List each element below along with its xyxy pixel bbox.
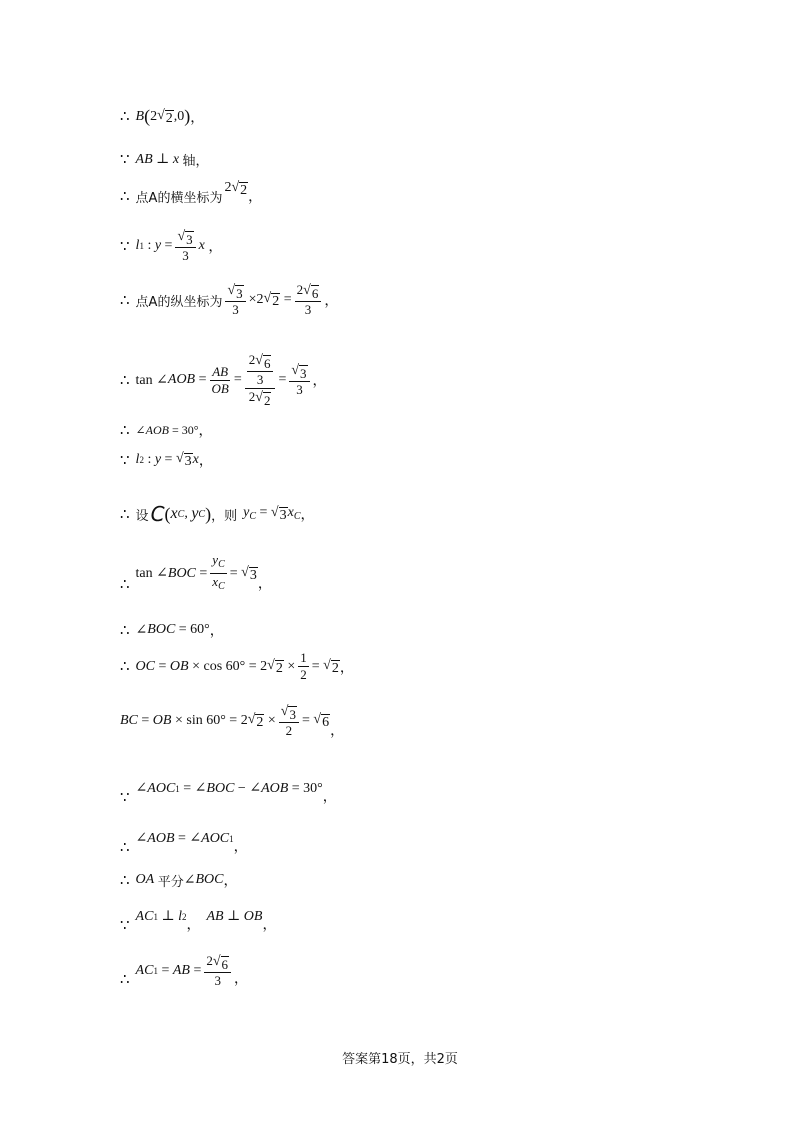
therefore-symbol: ∴	[120, 372, 130, 389]
line-11: ∴ ∠ BOC = 60° ，	[120, 622, 224, 639]
therefore-symbol: ∴	[120, 840, 130, 856]
line-13: BC = OB × sin 60° = 2 √ 2 × √ 3 2 = √ 6 ，	[120, 704, 345, 739]
therefore-symbol: ∴	[120, 872, 130, 889]
comma: ，	[190, 110, 205, 126]
line-8: ∵ l 2 : y = √ 3 x ，	[120, 451, 213, 469]
comma: ，	[209, 624, 224, 639]
therefore-symbol: ∴	[120, 506, 130, 523]
comma: ，	[223, 874, 238, 889]
comma: ，	[324, 294, 339, 309]
line-4: ∵ l 1 : y = √ 3 3 x ，	[120, 229, 223, 263]
therefore-symbol: ∴	[120, 109, 130, 125]
comma: ，	[198, 454, 213, 469]
point-a-ordinate-text: 点A的纵坐标为	[135, 294, 223, 310]
comma: ，	[312, 374, 327, 389]
comma: ，	[248, 190, 263, 205]
comma: ，	[234, 971, 249, 987]
line-10: ∴ tan ∠ BOC = $\frac{y_C}{x_C}$ = √ 3 ，	[120, 552, 272, 593]
comma: ，	[339, 660, 354, 676]
comma: ，	[322, 789, 337, 805]
line-15: ∴ ∠ AOB = ∠ AOC 1 ，	[120, 830, 248, 856]
comma: ，	[330, 724, 345, 739]
line-6: ∴ tan ∠ AOB = $\frac{AB}{OB}$ = 2 √ 6 3 2 √ 2 = √ 3 3 ，	[120, 352, 327, 408]
because-symbol: ∵	[120, 452, 130, 469]
because-symbol: ∵	[120, 152, 130, 168]
bisects-text: 平分	[157, 874, 184, 890]
because-symbol: ∵	[120, 918, 130, 934]
axis-label: 轴，	[182, 154, 209, 169]
therefore-symbol: ∴	[120, 422, 130, 439]
page-footer: 答案第18页，共2页	[342, 1052, 458, 1067]
point-a-abscissa-text: 点A的横坐标为	[135, 190, 223, 206]
because-symbol: ∵	[120, 238, 130, 255]
comma: ，	[262, 917, 277, 933]
line-18: ∴ AC 1 = AB = 2 √ 6 3 ，	[120, 952, 249, 988]
comma: ，	[257, 576, 272, 592]
therefore-symbol: ∴	[120, 972, 130, 988]
therefore-symbol: ∴	[120, 622, 130, 639]
comma: ，	[208, 240, 223, 255]
line-7: ∴ ∠AOB = 30° ，	[120, 420, 213, 440]
comma: ，	[233, 839, 248, 855]
line-3: ∴ 点A的横坐标为 2 √ 2 ，	[120, 180, 263, 206]
therefore-symbol: ∴	[120, 577, 130, 593]
line-12: ∴ OC = OB × cos 60° = 2 √ 2 × $\frac{1}{2}$ = √ 2 ，	[120, 650, 354, 682]
let-text: 设	[135, 508, 149, 524]
therefore-symbol: ∴	[120, 292, 130, 309]
line-9: ∴ 设 C ( x C , y C ) ，则 $y_C$ = √ 3 $x_C$ ，	[120, 502, 315, 526]
line-16: ∴ OA 平分 ∠ BOC ，	[120, 872, 238, 890]
comma: ，	[198, 424, 213, 439]
therefore-symbol: ∴	[120, 188, 130, 205]
because-symbol: ∵	[120, 790, 130, 806]
line-14: ∵ ∠ AOC 1 = ∠ BOC − ∠ AOB = 30° ，	[120, 780, 337, 806]
line-2: ∵ AB ⊥ x 轴，	[120, 151, 209, 169]
line-17: ∵ AC 1 ⊥ l 2 ， AB ⊥ OB ，	[120, 908, 277, 934]
line-5: ∴ 点A的纵坐标为 √ 3 3 ×2 √ 2 = 2 √ 6 3 ，	[120, 282, 339, 317]
comma: ，	[300, 508, 315, 523]
comma: ，	[186, 917, 201, 933]
therefore-symbol: ∴	[120, 659, 130, 675]
then-text: ，则	[211, 508, 238, 524]
line-1: ∴ B ( 2 √ 2 ,0 ) ，	[120, 106, 205, 126]
